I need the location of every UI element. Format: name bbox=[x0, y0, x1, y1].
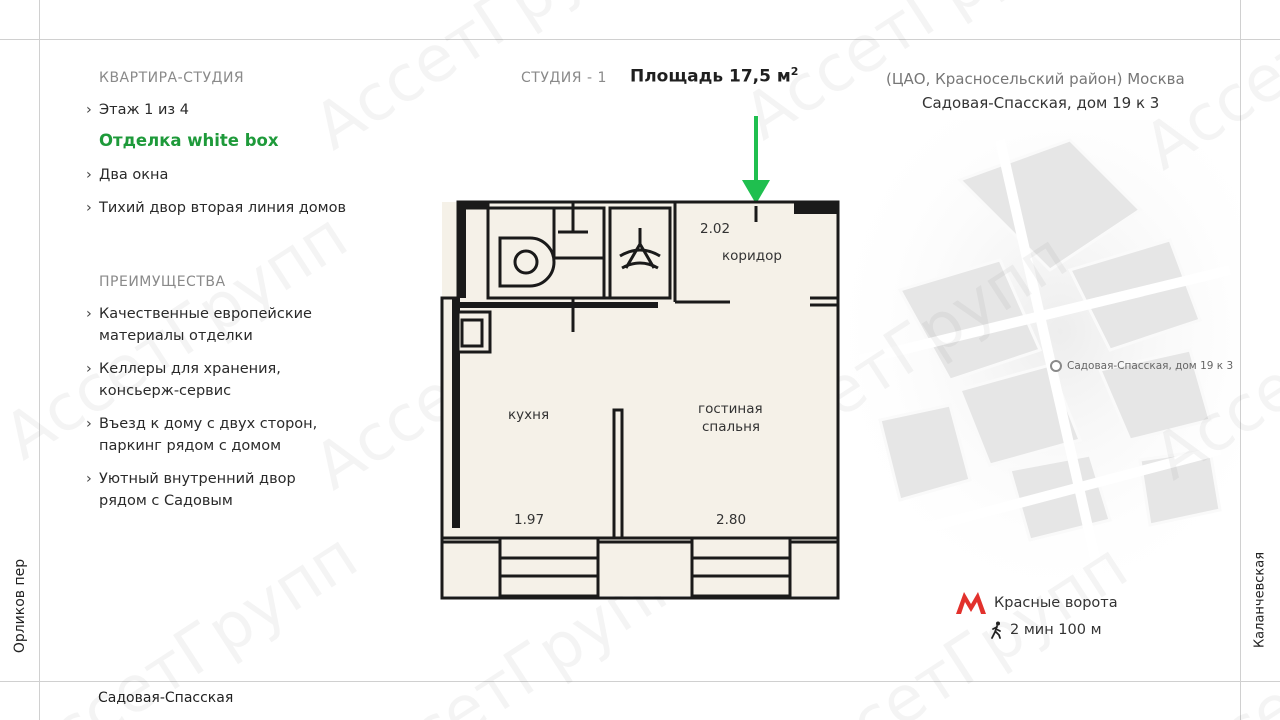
kitchen-width-label: 1.97 bbox=[514, 512, 545, 528]
map-background bbox=[840, 120, 1240, 590]
floor-plan bbox=[430, 110, 850, 605]
feature-item bbox=[86, 164, 168, 186]
chevron-right-icon: › bbox=[86, 416, 92, 432]
corridor-label: коридор bbox=[722, 248, 782, 264]
advantage-item bbox=[86, 468, 314, 512]
advantage-item bbox=[86, 413, 339, 457]
corridor-width-label: 2.02 bbox=[700, 221, 731, 237]
feature-item bbox=[86, 197, 346, 219]
metro-station-name: Красные ворота bbox=[994, 595, 1118, 611]
street-bottom: Садовая-Спасская bbox=[98, 690, 234, 706]
chevron-right-icon: › bbox=[86, 167, 92, 183]
apartment-type-label: КВАРТИРА-СТУДИЯ bbox=[99, 70, 245, 86]
feature-item bbox=[86, 99, 189, 121]
walk-time bbox=[990, 621, 1102, 639]
entrance-arrow bbox=[742, 116, 770, 204]
advantage-text: Качественные европейские материалы отделки bbox=[99, 306, 312, 344]
kitchen-label: кухня bbox=[508, 407, 550, 423]
advantage-text: Уютный внутренний двор рядом с Садовым bbox=[99, 471, 296, 509]
metro-icon bbox=[956, 592, 986, 614]
street-right: Каланчевская bbox=[1252, 551, 1268, 649]
advantage-text: Келлеры для хранения, консьерж-сервис bbox=[99, 361, 281, 399]
advantage-item bbox=[86, 358, 299, 402]
chevron-right-icon: › bbox=[86, 306, 92, 322]
area-label bbox=[630, 65, 798, 87]
address-line-1: (ЦАО, Красносельский район) Москва bbox=[886, 70, 1185, 88]
frame-right bbox=[1240, 0, 1241, 720]
chevron-right-icon: › bbox=[86, 471, 92, 487]
frame-left bbox=[39, 0, 40, 720]
advantage-item bbox=[86, 303, 339, 347]
toilet-icon bbox=[500, 238, 554, 286]
area-value: Площадь 17,5 м bbox=[630, 66, 791, 87]
feature-text: Этаж 1 из 4 bbox=[99, 102, 189, 118]
living-label-line1: гостиная bbox=[698, 401, 763, 417]
studio-label: СТУДИЯ - 1 bbox=[521, 70, 607, 86]
chevron-right-icon: › bbox=[86, 200, 92, 216]
map-pin-icon bbox=[1050, 360, 1062, 372]
frame-bottom bbox=[0, 681, 1280, 682]
street-left: Орликов пер bbox=[12, 558, 28, 654]
advantage-text: Въезд к дому с двух сторон, паркинг рядом с домом bbox=[99, 416, 318, 454]
map-pin-label[interactable] bbox=[1050, 360, 1233, 372]
metro-station bbox=[956, 592, 1118, 614]
finish-label: Отделка white box bbox=[99, 131, 279, 150]
chevron-right-icon: › bbox=[86, 361, 92, 377]
feature-text: Тихий двор вторая линия домов bbox=[99, 200, 347, 216]
map-pin-text: Садовая-Спасская, дом 19 к 3 bbox=[1067, 360, 1234, 372]
feature-text: Два окна bbox=[99, 167, 169, 183]
living-width-label: 2.80 bbox=[716, 512, 747, 528]
frame-top bbox=[0, 39, 1280, 40]
chevron-right-icon: › bbox=[86, 102, 92, 118]
walk-time-text: 2 мин 100 м bbox=[1010, 622, 1102, 638]
address-line-2: Садовая-Спасская, дом 19 к 3 bbox=[922, 94, 1160, 112]
advantages-title: ПРЕИМУЩЕСТВА bbox=[99, 274, 226, 290]
area-unit-sup: 2 bbox=[790, 65, 799, 78]
walking-person-icon bbox=[990, 621, 1004, 639]
living-label-line2: спальня bbox=[702, 419, 761, 435]
